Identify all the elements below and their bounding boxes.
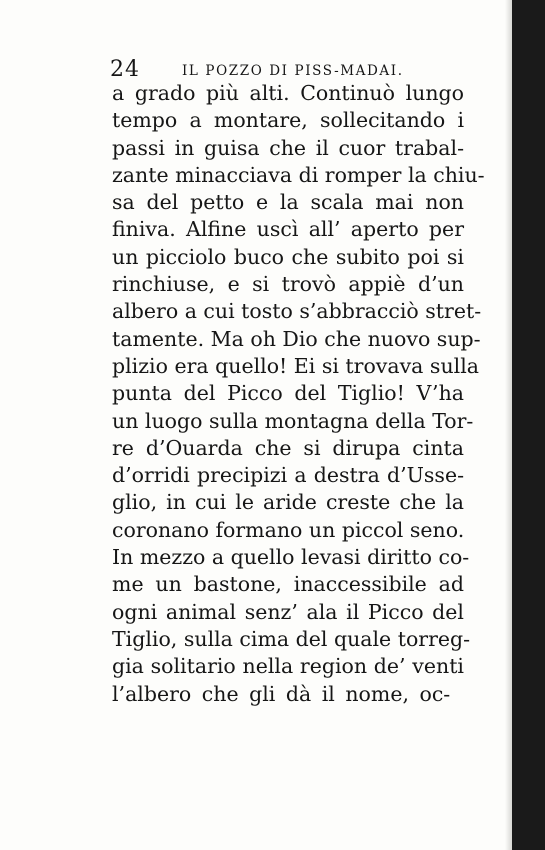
text-line: coronano formano un piccol seno. — [112, 517, 465, 542]
running-title: IL POZZO DI PISS-MADAI. — [182, 63, 404, 79]
text-line: tamente. Ma oh Dio che nuovo sup- — [112, 326, 481, 351]
text-line: Tiglio, sulla cima del quale torreg- — [112, 626, 471, 651]
text-line: un luogo sulla montagna della Tor- — [112, 408, 474, 433]
text-line: In mezzo a quello levasi diritto co- — [112, 545, 470, 570]
text-line: a grado più alti. Continuò lungo — [112, 81, 464, 105]
text-line: plizio era quello! Ei si trovava sulla — [112, 353, 479, 378]
text-line: punta del Picco del Tiglio! V’ha — [112, 381, 464, 406]
text-line: re d’Ouarda che si dirupa cinta — [112, 435, 464, 460]
text-line: passi in guisa che il cuor trabal- — [112, 135, 464, 160]
text-line: tempo a montare, sollecitando i — [112, 108, 464, 133]
text-line: zante minacciava di romper la chiu- — [112, 162, 485, 187]
text-line: gia solitario nella region de’ venti — [112, 654, 464, 679]
text-line: ogni animal senz’ ala il Picco del — [112, 599, 464, 624]
page-number: 24 — [110, 57, 140, 82]
text-line: finiva. Alfine uscì all’ aperto per — [112, 217, 464, 242]
text-line: un picciolo buco che subito poi si — [112, 244, 464, 269]
text-line: me un bastone, inaccessibile ad — [112, 572, 464, 597]
page-edge-shadow — [505, 0, 512, 850]
scan-border — [512, 0, 545, 850]
text-line: rinchiuse, e si trovò appiè d’un — [112, 272, 464, 297]
text-line: albero a cui tosto s’abbracciò stret- — [112, 299, 482, 324]
text-line: d’orridi precipizi a destra d’Usse- — [112, 463, 464, 488]
text-line: sa del petto e la scala mai non — [112, 190, 464, 215]
body-text — [112, 80, 485, 708]
text-line: l’albero che gli dà il nome, oc- — [112, 681, 451, 706]
text-line: glio, in cui le aride creste che la — [112, 490, 464, 515]
